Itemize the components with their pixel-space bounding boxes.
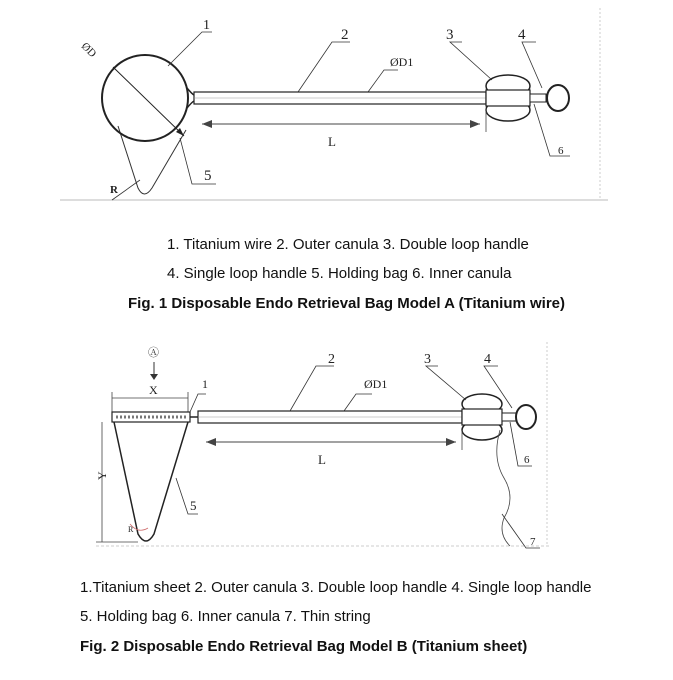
fig1-holding-bag — [118, 126, 186, 194]
fig2-label-1: 1 — [202, 377, 208, 391]
fig1-inner-canula — [530, 94, 546, 102]
fig1-leader-6 — [534, 104, 570, 156]
figure-1-caption-line-1: 1. Titanium wire 2. Outer canula 3. Double loop handle — [167, 236, 529, 253]
fig2-label-6: 6 — [524, 454, 530, 466]
fig2-label-x: X — [149, 383, 158, 397]
fig2-label-7: 7 — [530, 536, 536, 548]
fig2-length-arrow-right — [446, 438, 456, 446]
figure-1-caption-line-2: 4. Single loop handle 5. Holding bag 6. Inner canula — [167, 265, 512, 282]
fig2-view-arrowhead — [150, 374, 158, 380]
fig1-leader-1 — [168, 32, 212, 66]
figure-2-svg — [80, 338, 550, 550]
fig1-label-2: 2 — [341, 27, 349, 43]
fig2-length-arrow-left — [206, 438, 216, 446]
fig2-label-5: 5 — [190, 498, 197, 513]
fig2-label-4: 4 — [484, 352, 491, 367]
figure-1-drawing — [60, 8, 608, 204]
fig1-leader-3 — [450, 42, 492, 80]
fig2-label-length: L — [318, 452, 326, 467]
fig1-diameter-line — [113, 67, 184, 136]
fig2-leader-2 — [290, 366, 334, 411]
fig2-leader-d1 — [344, 394, 372, 411]
figure-2-caption-line-2: 5. Holding bag 6. Inner canula 7. Thin string — [80, 608, 371, 625]
fig1-label-length: L — [328, 134, 336, 149]
fig1-length-arrow-right — [470, 120, 480, 128]
fig2-leader-1 — [190, 394, 206, 412]
fig2-thin-string — [497, 430, 510, 546]
fig2-leader-3 — [426, 366, 466, 400]
fig1-label-radius: R — [110, 184, 118, 196]
figure-2-drawing — [80, 338, 550, 550]
fig2-double-loop-handle — [462, 409, 502, 425]
figure-2-title: Fig. 2 Disposable Endo Retrieval Bag Model B (Titanium sheet) — [80, 638, 528, 655]
fig1-label-4: 4 — [518, 27, 526, 43]
fig1-label-diameter: ØD — [78, 40, 99, 60]
fig2-label-3: 3 — [424, 352, 431, 367]
figure-1-title: Fig. 1 Disposable Endo Retrieval Bag Model A (Titanium wire) — [128, 295, 566, 312]
fig2-label-d1: ØD1 — [364, 377, 388, 391]
fig2-view-label: Ⓐ — [148, 347, 159, 359]
fig1-double-loop-handle — [486, 90, 530, 106]
fig2-label-2: 2 — [328, 352, 335, 367]
fig2-label-radius: R — [128, 525, 134, 534]
fig2-single-loop-handle — [516, 405, 536, 429]
fig1-leader-2 — [298, 42, 350, 92]
fig1-leader-d1 — [368, 70, 398, 92]
fig2-titanium-sheet — [112, 412, 190, 422]
fig2-label-y: Y — [95, 471, 109, 480]
fig1-label-6: 6 — [558, 145, 564, 157]
fig1-label-3: 3 — [446, 27, 454, 43]
figure-1-svg — [60, 8, 608, 204]
fig2-inner-canula — [502, 413, 516, 421]
fig1-label-5: 5 — [204, 168, 212, 184]
figure-2-caption-line-1: 1.Titanium sheet 2. Outer canula 3. Double loop handle 4. Single loop handle — [80, 579, 592, 596]
fig1-single-loop-handle — [547, 85, 569, 111]
fig1-label-d1: ØD1 — [390, 55, 414, 69]
fig1-length-arrow-left — [202, 120, 212, 128]
fig1-label-1: 1 — [203, 18, 210, 33]
